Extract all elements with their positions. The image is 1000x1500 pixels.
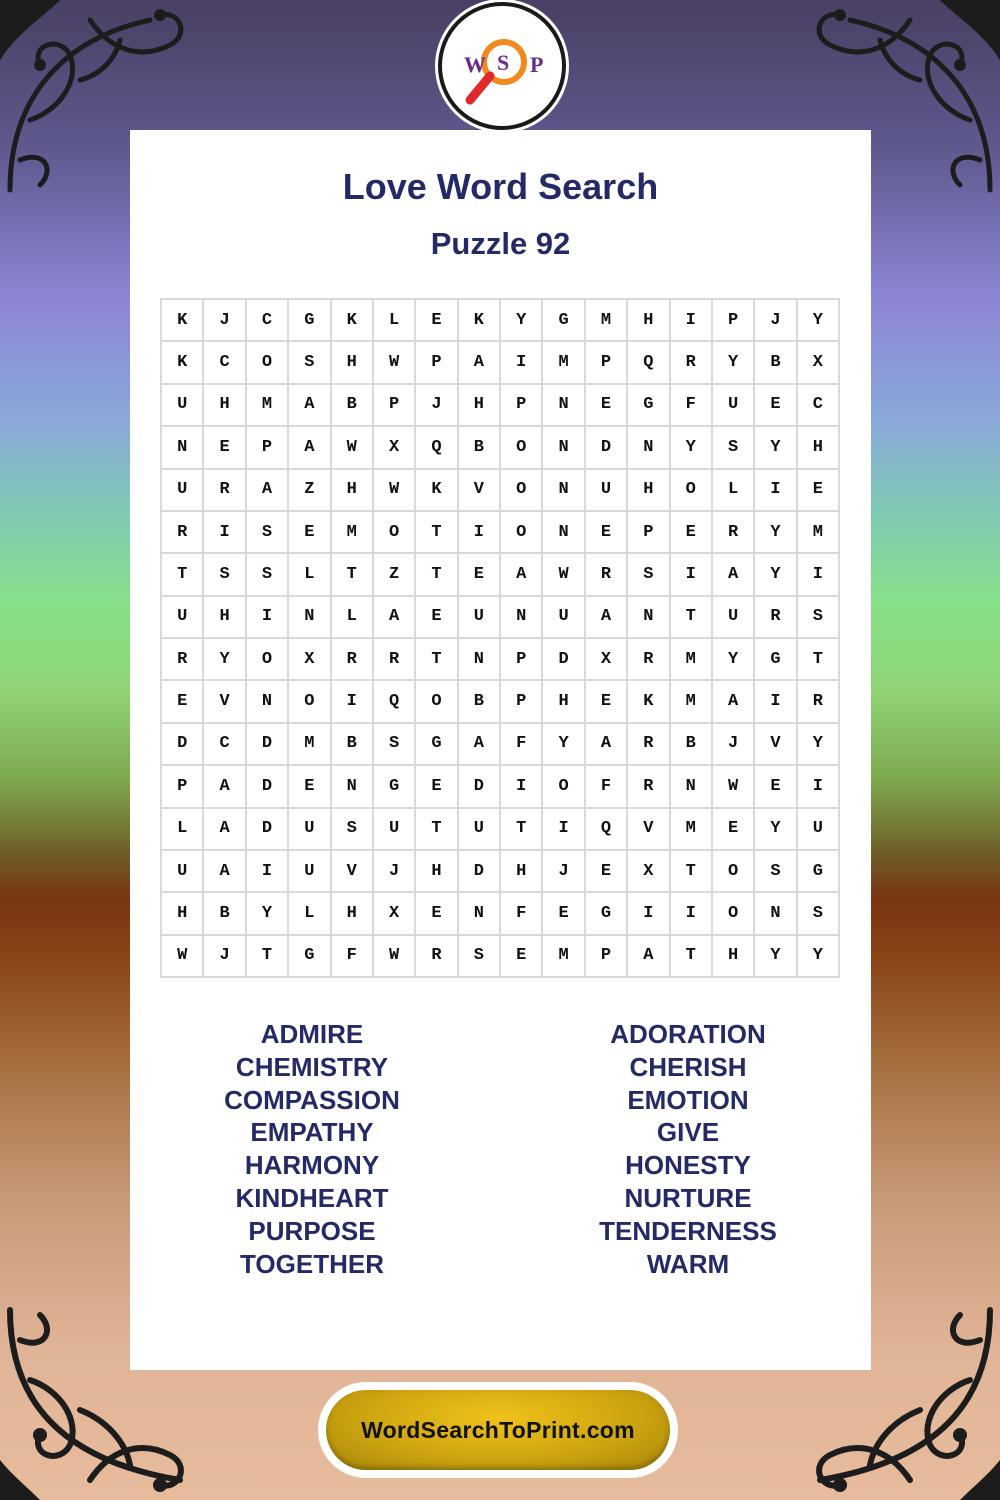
grid-cell[interactable]: A	[501, 554, 543, 596]
grid-cell[interactable]: I	[459, 512, 501, 554]
grid-cell[interactable]: R	[162, 639, 204, 681]
grid-cell[interactable]: N	[501, 597, 543, 639]
grid-cell[interactable]: A	[713, 681, 755, 723]
grid-cell[interactable]: I	[755, 681, 797, 723]
grid-cell[interactable]: U	[162, 851, 204, 893]
grid-cell[interactable]: W	[713, 766, 755, 808]
grid-cell[interactable]: I	[671, 554, 713, 596]
puzzle-sheet	[130, 130, 871, 1370]
grid-cell[interactable]: M	[671, 639, 713, 681]
word-list-item: EMOTION	[627, 1084, 749, 1115]
grid-cell[interactable]: X	[374, 427, 416, 469]
grid-cell[interactable]: I	[543, 809, 585, 851]
grid-cell[interactable]: P	[586, 342, 628, 384]
grid-cell[interactable]: S	[374, 724, 416, 766]
grid-cell[interactable]: U	[374, 809, 416, 851]
grid-cell[interactable]: V	[332, 851, 374, 893]
grid-cell[interactable]: R	[586, 554, 628, 596]
grid-cell[interactable]: Y	[247, 893, 289, 935]
word-list-item: TENDERNESS	[599, 1215, 777, 1246]
grid-cell[interactable]: Y	[798, 724, 840, 766]
grid-cell[interactable]: U	[713, 385, 755, 427]
grid-cell[interactable]: S	[289, 342, 331, 384]
grid-cell[interactable]: A	[289, 385, 331, 427]
grid-cell[interactable]: S	[247, 554, 289, 596]
grid-cell[interactable]: T	[416, 809, 458, 851]
grid-cell[interactable]: C	[247, 300, 289, 342]
word-list-item: WARM	[646, 1248, 730, 1279]
grid-cell[interactable]: T	[671, 936, 713, 978]
grid-cell[interactable]: I	[671, 893, 713, 935]
grid-cell[interactable]: T	[247, 936, 289, 978]
site-banner-pill	[326, 1390, 670, 1470]
grid-cell[interactable]: A	[204, 809, 246, 851]
grid-cell[interactable]: O	[543, 766, 585, 808]
grid-cell[interactable]: G	[586, 893, 628, 935]
grid-cell[interactable]: B	[332, 385, 374, 427]
grid-cell[interactable]: G	[798, 851, 840, 893]
site-logo[interactable]	[438, 2, 566, 130]
grid-cell[interactable]: E	[586, 851, 628, 893]
grid-cell[interactable]: I	[204, 512, 246, 554]
grid-cell[interactable]: K	[459, 300, 501, 342]
grid-cell[interactable]: R	[628, 639, 670, 681]
grid-cell[interactable]: S	[628, 554, 670, 596]
grid-cell[interactable]: F	[501, 724, 543, 766]
grid-cell[interactable]: U	[162, 470, 204, 512]
grid-cell[interactable]: U	[289, 851, 331, 893]
grid-cell[interactable]: R	[204, 470, 246, 512]
grid-cell[interactable]: I	[501, 342, 543, 384]
grid-cell[interactable]: M	[543, 936, 585, 978]
grid-cell[interactable]: P	[162, 766, 204, 808]
grid-cell[interactable]: S	[755, 851, 797, 893]
grid-cell[interactable]: Z	[289, 470, 331, 512]
grid-cell[interactable]: B	[755, 342, 797, 384]
grid-cell[interactable]: E	[416, 893, 458, 935]
grid-cell[interactable]: P	[416, 342, 458, 384]
grid-cell[interactable]: N	[289, 597, 331, 639]
grid-cell[interactable]: A	[459, 724, 501, 766]
grid-cell[interactable]: R	[798, 681, 840, 723]
grid-cell[interactable]: X	[586, 639, 628, 681]
word-list-item: ADORATION	[610, 1019, 766, 1049]
grid-cell[interactable]: Y	[798, 936, 840, 978]
grid-cell[interactable]: N	[628, 427, 670, 469]
grid-cell[interactable]: T	[671, 851, 713, 893]
grid-cell[interactable]: L	[332, 597, 374, 639]
grid-cell[interactable]: U	[459, 809, 501, 851]
word-list-item: CHEMISTRY	[235, 1051, 389, 1082]
grid-cell[interactable]: N	[543, 385, 585, 427]
grid-cell[interactable]: I	[247, 851, 289, 893]
grid-cell[interactable]: Y	[798, 300, 840, 342]
grid-cell[interactable]: D	[247, 809, 289, 851]
grid-cell[interactable]: E	[543, 893, 585, 935]
grid-cell[interactable]: K	[162, 342, 204, 384]
word-list-item: TOGETHER	[240, 1248, 384, 1279]
grid-cell[interactable]: S	[798, 893, 840, 935]
grid-cell[interactable]: A	[586, 597, 628, 639]
grid-cell[interactable]: E	[586, 681, 628, 723]
grid-cell[interactable]: X	[628, 851, 670, 893]
grid-cell[interactable]: I	[798, 766, 840, 808]
grid-cell[interactable]: A	[204, 851, 246, 893]
word-list-right	[538, 1018, 838, 1280]
grid-cell[interactable]: E	[755, 766, 797, 808]
grid-cell[interactable]: H	[416, 851, 458, 893]
grid-cell[interactable]: H	[543, 681, 585, 723]
grid-cell[interactable]: K	[332, 300, 374, 342]
grid-cell[interactable]: E	[289, 512, 331, 554]
word-list-item: HONESTY	[625, 1150, 751, 1181]
word-list-item: PURPOSE	[248, 1215, 376, 1246]
grid-cell[interactable]: Y	[671, 427, 713, 469]
grid-cell[interactable]: C	[204, 724, 246, 766]
grid-cell[interactable]: Y	[713, 342, 755, 384]
grid-cell[interactable]: C	[204, 342, 246, 384]
grid-cell[interactable]: W	[374, 470, 416, 512]
grid-cell[interactable]: R	[628, 724, 670, 766]
logo-letter-w: W	[464, 52, 486, 77]
grid-cell[interactable]: T	[416, 639, 458, 681]
site-url[interactable]: WordSearchToPrint.com	[361, 1416, 635, 1443]
grid-cell[interactable]: G	[755, 639, 797, 681]
grid-cell[interactable]: E	[459, 554, 501, 596]
grid-cell[interactable]: A	[374, 597, 416, 639]
grid-cell[interactable]: J	[204, 936, 246, 978]
grid-cell[interactable]: A	[586, 724, 628, 766]
grid-cell[interactable]: U	[289, 809, 331, 851]
grid-cell[interactable]: A	[459, 342, 501, 384]
grid-cell[interactable]: G	[543, 300, 585, 342]
grid-cell[interactable]: X	[798, 342, 840, 384]
grid-cell[interactable]: U	[162, 597, 204, 639]
grid-cell[interactable]: Q	[416, 427, 458, 469]
grid-cell[interactable]: R	[713, 512, 755, 554]
grid-cell[interactable]: P	[628, 512, 670, 554]
grid-cell[interactable]: N	[459, 893, 501, 935]
grid-cell[interactable]: Z	[374, 554, 416, 596]
grid-cell[interactable]: P	[501, 639, 543, 681]
grid-cell[interactable]: Y	[755, 809, 797, 851]
grid-cell[interactable]: S	[204, 554, 246, 596]
grid-cell[interactable]: Y	[713, 639, 755, 681]
grid-cell[interactable]: E	[713, 809, 755, 851]
grid-cell[interactable]: D	[247, 724, 289, 766]
grid-cell[interactable]: Y	[755, 936, 797, 978]
grid-cell[interactable]: H	[332, 470, 374, 512]
grid-cell[interactable]: J	[713, 724, 755, 766]
logo-letter-s: S	[497, 50, 510, 75]
word-list-item: EMPATHY	[250, 1117, 374, 1148]
grid-cell[interactable]: N	[332, 766, 374, 808]
grid-cell[interactable]: Q	[374, 681, 416, 723]
word-list-item: COMPASSION	[224, 1084, 400, 1115]
grid-cell[interactable]: H	[713, 936, 755, 978]
grid-cell[interactable]: B	[671, 724, 713, 766]
grid-cell[interactable]: A	[628, 936, 670, 978]
site-banner[interactable]	[318, 1382, 678, 1478]
grid-cell[interactable]: T	[332, 554, 374, 596]
grid-cell[interactable]: N	[543, 512, 585, 554]
grid-cell[interactable]: B	[459, 681, 501, 723]
word-list-item: CHERISH	[629, 1051, 747, 1082]
grid-cell[interactable]: G	[374, 766, 416, 808]
grid-cell[interactable]: P	[247, 427, 289, 469]
grid-cell[interactable]: D	[459, 766, 501, 808]
grid-cell[interactable]: E	[755, 385, 797, 427]
grid-cell[interactable]: L	[289, 554, 331, 596]
grid-cell[interactable]: W	[543, 554, 585, 596]
grid-cell[interactable]: O	[289, 681, 331, 723]
grid-cell[interactable]: M	[247, 385, 289, 427]
grid-cell[interactable]: Y	[501, 300, 543, 342]
grid-cell[interactable]: U	[586, 470, 628, 512]
grid-cell[interactable]: A	[713, 554, 755, 596]
grid-cell[interactable]: F	[332, 936, 374, 978]
grid-cell[interactable]: F	[671, 385, 713, 427]
grid-cell[interactable]: Y	[755, 427, 797, 469]
grid-cell[interactable]: I	[332, 681, 374, 723]
grid-cell[interactable]: J	[416, 385, 458, 427]
grid-cell[interactable]: K	[162, 300, 204, 342]
grid-cell[interactable]: J	[755, 300, 797, 342]
grid-cell[interactable]: U	[713, 597, 755, 639]
grid-cell[interactable]: N	[543, 427, 585, 469]
grid-cell[interactable]: M	[671, 809, 713, 851]
grid-cell[interactable]: B	[204, 893, 246, 935]
grid-cell[interactable]: Y	[755, 512, 797, 554]
grid-cell[interactable]: E	[586, 512, 628, 554]
grid-cell[interactable]: M	[671, 681, 713, 723]
grid-cell[interactable]: S	[713, 427, 755, 469]
grid-cell[interactable]: M	[289, 724, 331, 766]
page-title: Love Word Search	[342, 166, 659, 207]
grid-cell[interactable]: N	[543, 470, 585, 512]
grid-cell[interactable]: W	[332, 427, 374, 469]
grid-cell[interactable]: L	[162, 809, 204, 851]
grid-cell[interactable]: E	[289, 766, 331, 808]
grid-cell[interactable]: D	[162, 724, 204, 766]
grid-cell[interactable]: V	[459, 470, 501, 512]
grid-cell[interactable]: I	[755, 470, 797, 512]
grid-cell[interactable]: H	[162, 893, 204, 935]
grid-cell[interactable]: R	[416, 936, 458, 978]
grid-cell[interactable]: P	[501, 385, 543, 427]
grid-cell[interactable]: M	[586, 300, 628, 342]
grid-cell[interactable]: Q	[586, 809, 628, 851]
grid-cell[interactable]: U	[798, 809, 840, 851]
grid-cell[interactable]: J	[374, 851, 416, 893]
grid-cell[interactable]: E	[586, 385, 628, 427]
grid-cell[interactable]: H	[459, 385, 501, 427]
grid-cell[interactable]: S	[798, 597, 840, 639]
grid-cell[interactable]: E	[162, 681, 204, 723]
grid-cell[interactable]: O	[713, 851, 755, 893]
grid-cell[interactable]: H	[332, 342, 374, 384]
grid-cell[interactable]: N	[247, 681, 289, 723]
grid-cell[interactable]: O	[713, 893, 755, 935]
grid-cell[interactable]: I	[628, 893, 670, 935]
grid-cell[interactable]: O	[501, 427, 543, 469]
word-list-item: HARMONY	[244, 1150, 380, 1181]
grid-cell[interactable]: D	[247, 766, 289, 808]
grid-cell[interactable]: H	[628, 470, 670, 512]
grid-cell[interactable]: L	[374, 300, 416, 342]
grid-cell[interactable]: J	[204, 300, 246, 342]
grid-cell[interactable]: O	[247, 342, 289, 384]
grid-cell[interactable]: I	[501, 766, 543, 808]
grid-cell[interactable]: L	[713, 470, 755, 512]
grid-cell[interactable]: P	[501, 681, 543, 723]
grid-cell[interactable]: S	[247, 512, 289, 554]
grid-cell[interactable]: O	[501, 470, 543, 512]
grid-cell[interactable]: E	[671, 512, 713, 554]
grid-cell[interactable]: Q	[628, 342, 670, 384]
grid-cell[interactable]: I	[671, 300, 713, 342]
grid-cell[interactable]: H	[204, 385, 246, 427]
grid-cell[interactable]: O	[671, 470, 713, 512]
grid-cell[interactable]: O	[416, 681, 458, 723]
grid-cell[interactable]: V	[628, 809, 670, 851]
grid-cell[interactable]: E	[798, 470, 840, 512]
grid-cell[interactable]: T	[501, 809, 543, 851]
grid-cell[interactable]: O	[247, 639, 289, 681]
grid-cell[interactable]: D	[459, 851, 501, 893]
grid-cell[interactable]: Y	[204, 639, 246, 681]
grid-cell[interactable]: V	[755, 724, 797, 766]
grid-cell[interactable]: K	[628, 681, 670, 723]
grid-cell[interactable]: R	[628, 766, 670, 808]
grid-cell[interactable]: O	[501, 512, 543, 554]
grid-cell[interactable]: H	[798, 427, 840, 469]
letter-grid	[160, 298, 840, 978]
grid-cell[interactable]: M	[798, 512, 840, 554]
grid-cell[interactable]: B	[459, 427, 501, 469]
grid-cell[interactable]: H	[501, 851, 543, 893]
grid-cell[interactable]: G	[416, 724, 458, 766]
grid-cell[interactable]: G	[628, 385, 670, 427]
grid-cell[interactable]: Y	[755, 554, 797, 596]
grid-cell[interactable]: N	[459, 639, 501, 681]
grid-cell[interactable]: Y	[543, 724, 585, 766]
grid-cell[interactable]: T	[798, 639, 840, 681]
grid-cell[interactable]: R	[671, 342, 713, 384]
grid-cell[interactable]: P	[713, 300, 755, 342]
word-list-item: NURTURE	[624, 1182, 752, 1213]
word-list-item: ADMIRE	[260, 1019, 364, 1049]
grid-cell[interactable]: T	[162, 554, 204, 596]
grid-cell[interactable]: H	[628, 300, 670, 342]
grid-cell[interactable]: D	[543, 639, 585, 681]
grid-cell[interactable]: F	[586, 766, 628, 808]
grid-cell[interactable]: L	[289, 893, 331, 935]
grid-cell[interactable]: I	[798, 554, 840, 596]
grid-cell[interactable]: E	[501, 936, 543, 978]
grid-cell[interactable]: B	[332, 724, 374, 766]
grid-cell[interactable]: I	[247, 597, 289, 639]
grid-cell[interactable]: W	[374, 342, 416, 384]
grid-cell[interactable]: E	[416, 766, 458, 808]
word-list-left	[162, 1018, 462, 1280]
word-list-item: GIVE	[656, 1117, 720, 1148]
grid-cell[interactable]: T	[416, 512, 458, 554]
grid-cell[interactable]: O	[374, 512, 416, 554]
grid-cell[interactable]: R	[162, 512, 204, 554]
grid-cell[interactable]: W	[162, 936, 204, 978]
grid-cell[interactable]: A	[204, 766, 246, 808]
word-list-item: KINDHEART	[235, 1182, 389, 1213]
grid-cell[interactable]: U	[162, 385, 204, 427]
grid-cell[interactable]: R	[755, 597, 797, 639]
magnifier-logo-icon	[442, 6, 562, 126]
grid-cell[interactable]: A	[247, 470, 289, 512]
grid-cell[interactable]: C	[798, 385, 840, 427]
grid-cell[interactable]: P	[586, 936, 628, 978]
grid-cell[interactable]: S	[459, 936, 501, 978]
grid-cell[interactable]: N	[755, 893, 797, 935]
grid-cell[interactable]: N	[671, 766, 713, 808]
grid-cell[interactable]: D	[586, 427, 628, 469]
grid-cell[interactable]: S	[332, 809, 374, 851]
grid-cell[interactable]: K	[416, 470, 458, 512]
grid-cell[interactable]: M	[543, 342, 585, 384]
grid-cell[interactable]: T	[416, 554, 458, 596]
grid-cell[interactable]: H	[204, 597, 246, 639]
grid-cell[interactable]: V	[204, 681, 246, 723]
grid-cell[interactable]: A	[289, 427, 331, 469]
grid-cell[interactable]: M	[332, 512, 374, 554]
grid-cell[interactable]: X	[289, 639, 331, 681]
grid-cell[interactable]: X	[374, 893, 416, 935]
grid-cell[interactable]: J	[543, 851, 585, 893]
grid-cell[interactable]: R	[332, 639, 374, 681]
grid-cell[interactable]: F	[501, 893, 543, 935]
grid-cell[interactable]: P	[374, 385, 416, 427]
grid-cell[interactable]: E	[416, 300, 458, 342]
grid-cell[interactable]: N	[628, 597, 670, 639]
grid-cell[interactable]: N	[162, 427, 204, 469]
grid-cell[interactable]: T	[671, 597, 713, 639]
grid-cell[interactable]: E	[416, 597, 458, 639]
puzzle-number: Puzzle 92	[430, 226, 571, 261]
grid-cell[interactable]: U	[543, 597, 585, 639]
grid-cell[interactable]: G	[289, 936, 331, 978]
grid-cell[interactable]: E	[204, 427, 246, 469]
grid-cell[interactable]: R	[374, 639, 416, 681]
logo-letter-p: P	[530, 52, 544, 77]
grid-cell[interactable]: G	[289, 300, 331, 342]
grid-cell[interactable]: U	[459, 597, 501, 639]
grid-cell[interactable]: W	[374, 936, 416, 978]
grid-cell[interactable]: H	[332, 893, 374, 935]
